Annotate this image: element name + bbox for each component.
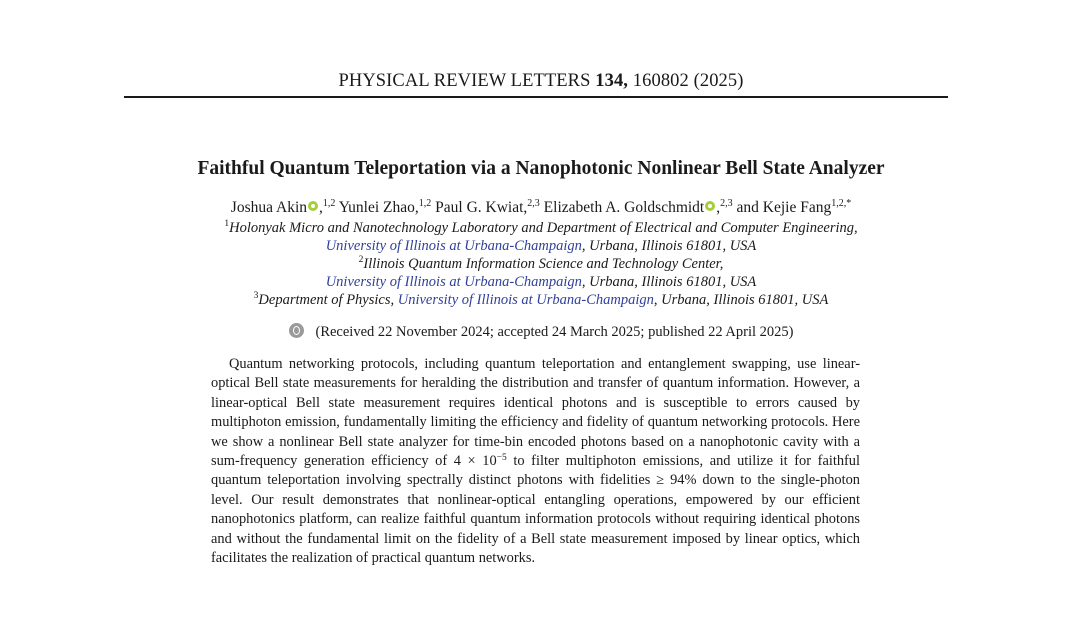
affiliation-location: , Urbana, Illinois 61801, USA [653,292,829,308]
affiliation-1-line-2 [0,238,1082,255]
author-list: Joshua Akin ,$^{1,2}$ Yunlei Zhao,$^{1,2}$ Paul G. Kwiat,$^{2,3}$ Elizabeth A. Goldschmidt ,$^{2,3}$ and Kejie Fang$^{1,2,*}$ [230,198,852,216]
affiliation-number: 3 [253,291,259,301]
author-affil-sup: 2,3 [527,198,540,209]
journal-header [0,71,1082,92]
affiliation-2-line-2 [0,274,1082,291]
author-affil-sup: 1,2 [418,198,432,209]
abstract [211,355,860,568]
orcid-icon[interactable] [308,201,318,211]
affiliation-text: Holonyak Micro and Nanotechnology Laboratory and Department of Electrical and Computer Engineering, [229,220,858,236]
affiliation-text: Department of Physics, [258,292,398,308]
author-affil-sup: 2,3 [720,198,733,209]
paper-title: Faithful Quantum Teleportation via a Nanophotonic Nonlinear Bell State Analyzer [197,158,885,179]
journal-citation: 160802 (2025) [632,71,744,91]
author-name[interactable]: Joshua Akin [230,199,308,216]
university-link[interactable]: University of Illinois at Urbana-Champaign [397,292,654,308]
affiliation-location: , Urbana, Illinois 61801, USA [581,274,757,290]
university-link[interactable]: University of Illinois at Urbana-Champaign [325,238,582,254]
author-name[interactable]: Paul G. Kwiat, [435,199,528,216]
affiliation-location: , Urbana, Illinois 61801, USA [581,238,757,254]
received-dates [0,323,1082,341]
university-link[interactable]: University of Illinois at Urbana-Champaign [325,274,582,290]
open-access-icon[interactable] [289,323,304,338]
affiliation-1-line-1 [0,220,1082,237]
author-name[interactable]: Yunlei Zhao, [338,199,419,216]
received-text: (Received 22 November 2024; accepted 24 March 2025; published 22 April 2025) [315,324,794,340]
affiliation-2-line-1 [0,256,1082,273]
header-rule [124,96,948,98]
author-affil-sup: 1,2,* [831,198,852,209]
author-name[interactable]: Elizabeth A. Goldschmidt [543,199,705,216]
abstract-text-1: Quantum networking protocols, including quantum teleportation and entanglement swapping, use linear-optical Bell state measurements for heralding the distribution and transfer of quantum information. However, a linear-optical Bell state measurement requires identical photons and is susceptible to errors caused by multiphoton emission, fundamentally limiting the efficiency and fidelity of quantum networking protocols. Here we show a nonlinear Bell state analyzer for time-bin encoded photons based on a nanophotonic cavity with a sum-frequency generation efficiency of 4 × 10 [211,356,860,470]
orcid-icon[interactable] [705,201,715,211]
journal-name: PHYSICAL REVIEW LETTERS [338,71,591,91]
affiliation-text: Illinois Quantum Information Science and Technology Center, [363,256,724,272]
abstract-text-2: to filter multiphoton emissions, and utilize it for faithful quantum teleportation involving spectrally distinct photons with fidelities ≥ 94% down to the single-photon level. Our result demonstrates that nonlinear-optical entangling operations, empowered by our efficient nanophotonics platform, can realize faithful quantum information protocols without requiring identical photons and without the fundamental limit on the fidelity of a Bell state measurement imposed by linear optics, which facilitates the realization of practical quantum networks. [211,453,861,567]
affiliation-number: 2 [358,255,364,265]
affiliation-number: 1 [224,219,230,229]
journal-volume: 134, [595,71,629,91]
abstract-exponent: −5 [496,453,507,464]
author-name[interactable]: and Kejie Fang [736,199,832,216]
author-affil-sup: 1,2 [322,198,336,209]
affiliation-3 [0,292,1082,309]
